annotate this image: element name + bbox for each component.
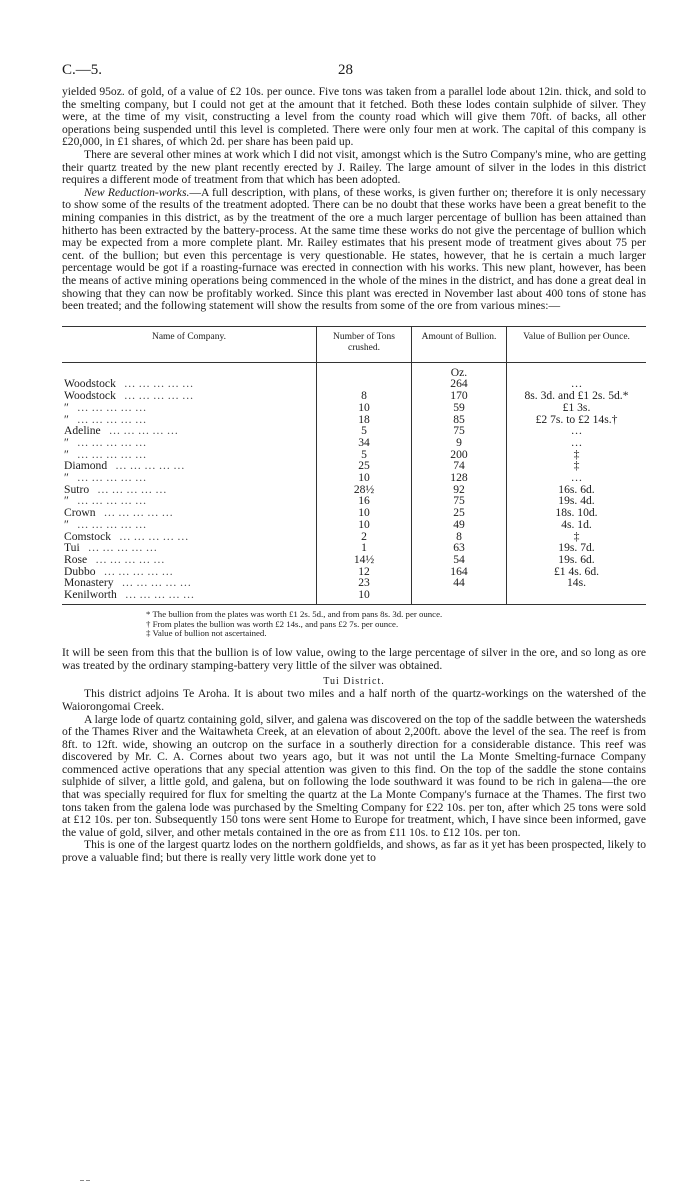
- bullion-value-cell: £1 3s.: [507, 402, 647, 414]
- leader-dots: … … … … …: [103, 506, 174, 520]
- document-reference: C.—5.: [62, 62, 103, 78]
- section-heading: Tui District.: [323, 676, 385, 688]
- company-name: Rose: [64, 552, 88, 566]
- tons-crushed-cell: 10: [317, 507, 412, 519]
- leader-dots: … … … … …: [115, 459, 185, 473]
- table-row: [62, 507, 646, 519]
- table-body: [62, 362, 646, 604]
- bullion-amount-cell: 128: [412, 472, 507, 484]
- tons-crushed-cell: 5: [317, 425, 412, 437]
- tons-crushed-cell: 12: [317, 566, 412, 578]
- bullion-amount-cell: [412, 589, 507, 604]
- company-name: ″: [64, 517, 69, 531]
- company-name: Crown: [64, 506, 96, 520]
- company-cell: [62, 589, 317, 604]
- leader-dots: … … … … …: [123, 389, 194, 403]
- column-header: Name of Company.: [62, 326, 317, 362]
- leader-dots: … … … … …: [87, 541, 158, 555]
- leader-dots: … … … … …: [121, 576, 192, 590]
- bullion-amount-cell: 8: [412, 531, 507, 543]
- tons-crushed-cell: 5: [317, 449, 412, 461]
- company-name: Woodstock: [64, 389, 116, 403]
- bullion-value-cell: 18s. 10d.: [507, 507, 647, 519]
- leader-dots: … … … … …: [76, 447, 147, 461]
- company-cell: [62, 402, 317, 414]
- table-row: [62, 589, 646, 604]
- table-row: [62, 472, 646, 484]
- bullion-value-cell: ‡: [507, 531, 647, 543]
- tons-crushed-cell: 10: [317, 402, 412, 414]
- bullion-amount-cell: 59: [412, 402, 507, 414]
- leader-dots: … … … … …: [76, 494, 147, 508]
- bullion-amount-cell: 9: [412, 437, 507, 449]
- company-name: Kenilworth: [64, 588, 117, 602]
- company-cell: [62, 472, 317, 484]
- leader-dots: … … … … …: [95, 552, 165, 566]
- table-row: [62, 437, 646, 449]
- column-header: Amount of Bullion.: [412, 326, 507, 362]
- company-name: Monastery: [64, 576, 114, 590]
- tons-crushed-cell: 2: [317, 531, 412, 543]
- bullion-value-cell: 19s. 4d.: [507, 495, 647, 507]
- bullion-amount-cell: 75: [412, 425, 507, 437]
- company-name: ″: [64, 471, 69, 485]
- tons-crushed-cell: 14½: [317, 554, 412, 566]
- company-name: Woodstock: [64, 377, 116, 391]
- table-header-row: [62, 326, 646, 362]
- company-cell: [62, 495, 317, 507]
- bullion-amount-cell: 63: [412, 542, 507, 554]
- bullion-value-cell: …: [507, 472, 647, 484]
- bullion-value-cell: 16s. 6d.: [507, 484, 647, 496]
- document-page: [62, 62, 646, 865]
- tons-crushed-cell: 10: [317, 519, 412, 531]
- unit-label: Oz.: [412, 362, 507, 378]
- column-header: Number of Tons crushed.: [317, 326, 412, 362]
- table-row: [62, 519, 646, 531]
- company-name: ″: [64, 494, 69, 508]
- footnote: * The bullion from the plates was worth £1 2s. 5d., and from pans 8s. 3d. per ounce.: [146, 608, 443, 619]
- bullion-amount-cell: 92: [412, 484, 507, 496]
- paragraph: This district adjoins Te Aroha. It is about two miles and a half north of the quartz-workings on the watershed of the Waiorongomai Creek.: [62, 687, 646, 713]
- leader-dots: … … … … …: [76, 400, 147, 414]
- bullion-amount-cell: 85: [412, 414, 507, 426]
- company-name: Tui: [64, 541, 80, 555]
- tons-crushed-cell: 23: [317, 577, 412, 589]
- bullion-amount-cell: 49: [412, 519, 507, 531]
- company-name: ″: [64, 435, 69, 449]
- bullion-amount-cell: 54: [412, 554, 507, 566]
- footnote: ‡ Value of bullion not ascertained.: [146, 628, 267, 639]
- bullion-amount-cell: 200: [412, 449, 507, 461]
- paragraph: There are several other mines at work which I did not visit, amongst which is the Sutro Company's mine, who are getting their quartz treated by the new plant recently erected by J. Railey. The large amount of silver in the lodes in this district requires a different mode of treatment from that which has been adopted.: [62, 147, 647, 187]
- leader-dots: … … … … …: [124, 588, 195, 602]
- bullion-amount-cell: 25: [412, 507, 507, 519]
- table-row: [62, 390, 646, 402]
- footnote: † From plates the bullion was worth £2 14s., and pans £2 7s. per ounce.: [146, 618, 399, 629]
- bullion-value-cell: £2 7s. to £2 14s.†: [507, 414, 647, 426]
- bullion-amount-cell: 74: [412, 460, 507, 472]
- paragraph-lead: New Reduction-works.: [84, 185, 190, 199]
- paragraph: This is one of the largest quartz lodes on the northern goldfields, and shows, as far as it yet has been prospected, likely to prove a valuable find; but there is really very little work done yet to: [62, 838, 646, 865]
- leader-dots: … … … … …: [76, 517, 147, 531]
- page-header: [62, 62, 646, 86]
- company-name: Comstock: [64, 529, 112, 543]
- table-row: [62, 554, 646, 566]
- table-row: [62, 402, 646, 414]
- bullion-value-cell: …: [507, 425, 647, 437]
- paragraph: A large lode of quartz containing gold, silver, and galena was discovered on the top of the saddle between the watersheds of the Thames River and the Waitawheta Creek, at an elevation of about 2,200ft. above the level of the sea. The reef is from 8ft. to 12ft. wide, showing an outcrop on the surface in a southerly direction for a considerable distance. This reef was discovered by Mr. C. A. Cornes about two years ago, but it was not until the La Monte Smelting-furnace Company commenced active operations that any special attention was given to this find. On the top of the saddle the stone contains sulphide of silver, a little gold, and galena, but on following the lode southward it was found to be rich in galena—the ore that was specially required for flux for smelting the quartz at the La Monte Company's furnace at the Thames. The first two tons taken from the galena lode was purchased by the Smelting Company for £22 10s. per ton, after which 25 tons were sold at £12 10s. per ton. Subsequently 150 tons were sent Home to Europe for treatment, which, I have since been informed, gave the value of gold, silver, and other metals contained in the ore as from £11 10s. to £12 10s. per ton.: [62, 712, 646, 839]
- tons-crushed-cell: 34: [317, 437, 412, 449]
- leader-dots: … … … … …: [97, 482, 167, 496]
- company-name: Diamond: [64, 459, 108, 473]
- bullion-value-cell: …: [507, 378, 647, 390]
- leader-dots: … … … … …: [103, 564, 174, 578]
- bullion-value-cell: 19s. 6d.: [507, 554, 647, 566]
- bullion-value-cell: £1 4s. 6d.: [507, 566, 647, 578]
- tons-crushed-cell: 18: [317, 414, 412, 426]
- table-footnotes: [146, 610, 646, 639]
- bullion-amount-cell: 264: [412, 378, 507, 390]
- tons-crushed-cell: 28½: [317, 484, 412, 496]
- paragraph: It will be seen from this that the bullion is of low value, owing to the large percentage of silver in the ore, and so long as ore was treated by the ordinary stamping-battery very little of the silver was obtained.: [62, 646, 646, 672]
- table-unit-row: [62, 362, 646, 378]
- paragraph-body: —A full description, with plans, of these works, is given further on; therefore it is only necessary to show some of the results of the treatment adopted. There can be no doubt that these works have been a great benefit to the mining companies in this district, as by the treatment of the ore a much larger percentage of bullion has been attained than hitherto has been extracted by the battery-process. At the same time these works do not give the percentage of bullion which may be expected from a more complete plant. Mr. Railey estimates that his present mode of treatment gives about 75 per cent. of the bullion; but even this percentage is very questionable. He states, however, that he is certain a much larger percentage would be got if a roasting-furnace was erected in connection with his works. This new plant, however, has been the means of active mining operations being commenced in the whole of the mines in the district, and has done a great deal in showing that they can now be profitably worked. Since this plant was erected in November last about 400 tons of stone has been treated; and the following statement will show the results from some of the ore from various mines:—: [62, 185, 646, 313]
- page-number: 28: [338, 62, 353, 78]
- tons-crushed-cell: 25: [317, 460, 412, 472]
- company-name: ″: [64, 412, 69, 426]
- tons-crushed-cell: 10: [317, 472, 412, 484]
- company-name: Adeline: [64, 424, 101, 438]
- results-table: [62, 326, 646, 605]
- leader-dots: … … … … …: [119, 529, 189, 543]
- bullion-amount-cell: 75: [412, 495, 507, 507]
- bullion-amount-cell: 164: [412, 566, 507, 578]
- table-row: [62, 460, 646, 472]
- bullion-value-cell: ‡: [507, 449, 647, 461]
- tons-crushed-cell: 8: [317, 390, 412, 402]
- tons-crushed-cell: 16: [317, 495, 412, 507]
- bullion-value-cell: ‡: [507, 460, 647, 472]
- bullion-value-cell: 4s. 1d.: [507, 519, 647, 531]
- table-row: [62, 425, 646, 437]
- company-name: Sutro: [64, 482, 90, 496]
- leader-dots: … … … … …: [76, 412, 147, 426]
- company-cell: [62, 554, 317, 566]
- tons-crushed-cell: 1: [317, 542, 412, 554]
- paragraph: [62, 187, 646, 313]
- bullion-value-cell: 14s.: [507, 577, 647, 589]
- bullion-amount-cell: 44: [412, 577, 507, 589]
- bullion-value-cell: …: [507, 437, 647, 449]
- company-name: ″: [64, 400, 69, 414]
- bullion-value-cell: 8s. 3d. and £1 2s. 5d.*: [507, 390, 647, 402]
- leader-dots: … … … … …: [76, 471, 147, 485]
- company-name: ″: [64, 447, 69, 461]
- tons-crushed-cell: 10: [317, 589, 412, 604]
- leader-dots: … … … … …: [76, 435, 147, 449]
- bullion-value-cell: 19s. 7d.: [507, 542, 647, 554]
- company-name: Dubbo: [64, 564, 96, 578]
- bullion-value-cell: [507, 589, 647, 604]
- column-header: Value of Bullion per Ounce.: [507, 326, 647, 362]
- company-cell: [62, 437, 317, 449]
- bullion-amount-cell: 170: [412, 390, 507, 402]
- page-footer-mark: [80, 1168, 94, 1170]
- leader-dots: … … … … …: [108, 424, 179, 438]
- leader-dots: … … … … …: [123, 377, 194, 391]
- paragraph: yielded 95oz. of gold, of a value of £2 10s. per ounce. Five tons was taken from a parallel lode about 12in. thick, and sold to the smelting company, but I could not get at the amount that it fetched. Both these lodes contain sulphide of silver. They were, at the time of my visit, constructing a level from the county road which will give them 70ft. of backs, all other operations being suspended until this level is completed. There were only four men at work. The capital of this company is £20,000, in £1 shares, of which 2d. per share has been paid up.: [62, 85, 646, 149]
